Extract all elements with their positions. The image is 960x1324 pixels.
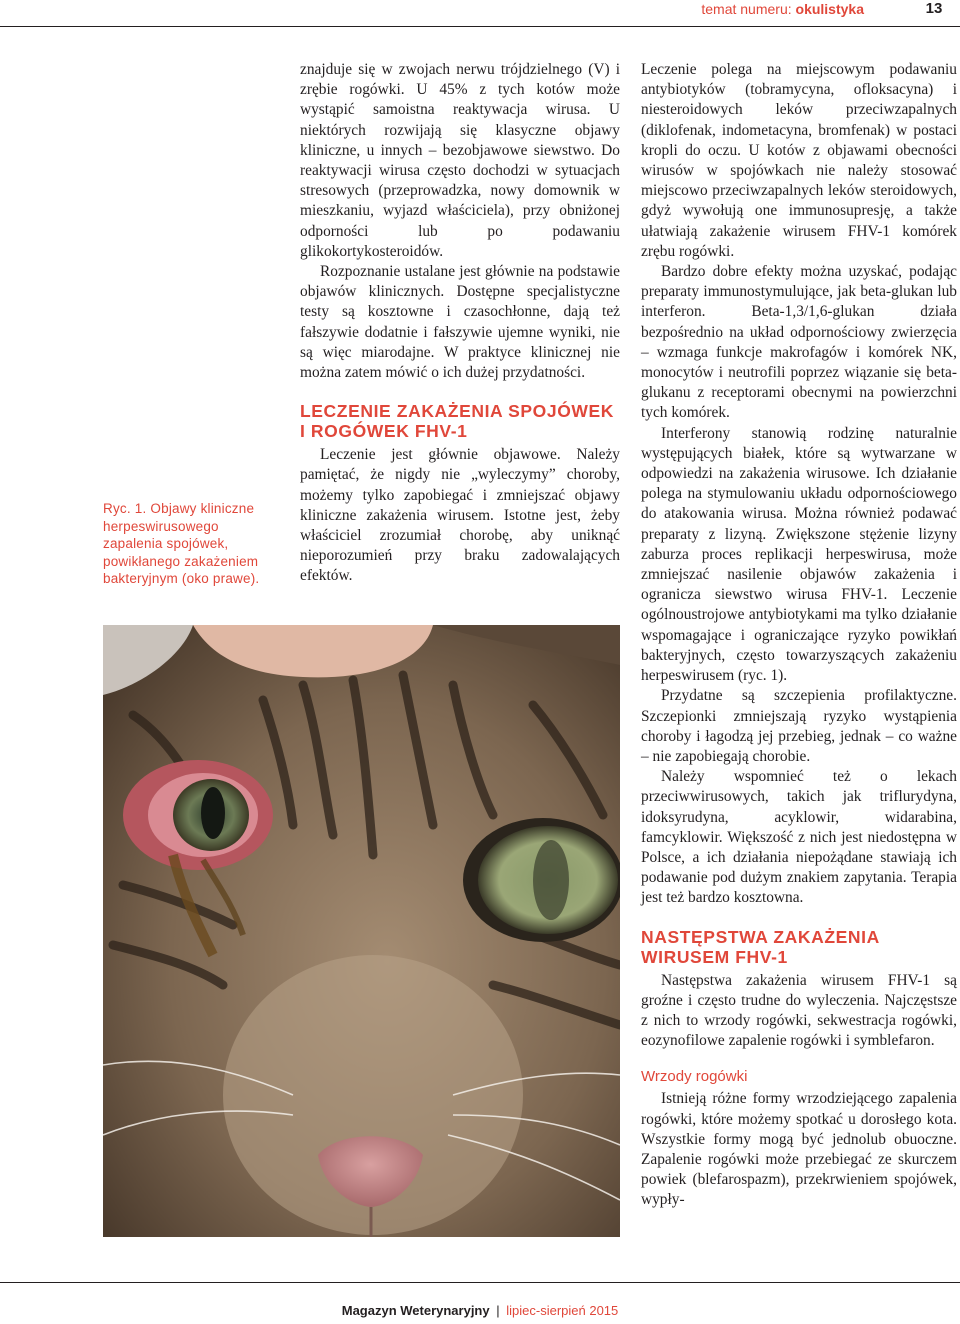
paragraph: Istnieją różne formy wrzodziejącego zapalenia rogówki, które możemy spotkać u dorosłego kota. Wszystkie formy mogą być jednolub obuoczne. Zapalenie rogówki może przebiegać ze skurczem powiek (blefarospazm), przekrwieniem spojówek, wypły- [641,1090,957,1209]
footer-magazine: Magazyn Weterynaryjny [341,1303,490,1318]
footer-separator: | [496,1303,500,1318]
footer-issue: lipiec-sierpień 2015 [506,1303,619,1318]
header-divider [0,26,960,27]
subheading-corneal-ulcers: Wrzody rogówki [641,1068,748,1086]
paragraph: Przydatne są szczepienia profilaktyczne. Szczepionki zmniejszają ryzyko wystąpienia choroby i łagodzą jej przebieg, jednak – co ważne – nie zapobiegają chorobie. [641,687,957,765]
paragraph: Interferony stanowią rodzinę naturalnie występujących białek, które są wytwarzane w odpowiedzi na zakażenia wirusowe. Ich działanie polega na stymulowaniu układu odpornościowego do atakowania wirusa. Można również podawać preparaty z lizyną. Zwiększone stężenie lizyny zaburza proces replikacji herpeswirusa, może zmniejszać nasilenie objawów zakażenia i ogranicza siewstwo wirusa FHV-1. Leczenie ogólnoustrojowe antybiotykami ma tylko działanie wspomagające i ograniczające ryzyko powikłań bakteryjnych, często towarzyszących zakażeniu herpeswirusem (ryc. 1). [641,424,957,685]
figure-caption-label: Ryc. 1. [103,501,147,516]
text-column-right [641,60,957,1211]
cat-eye-photo [103,625,620,1237]
paragraph: Leczenie jest głównie objawowe. Należy pamiętać, że nigdy nie „wyleczymy” choroby, możemy tylko zapobiegać i zmniejszać objawy kliniczne zakażenia wirusem. Istotne jest, żeby właściciel zrozumiał chorobę, aby uniknąć nieporozumień przy braku zadowalających efektów. [300,446,620,585]
text-column-left [300,60,620,587]
section-heading-treatment: LECZENIE ZAKAŻENIA SPOJÓWEK I ROGÓWEK FHV-1 [300,401,615,442]
paragraph: znajduje się w zwojach nerwu trójdzielnego (V) i zrębie rogówki. U 45% z tych kotów może wystąpić samoistna reaktywacja wirusa. U niektórych rozwijają się klasyczne objawy kliniczne, u innych – bezobjawowe siewstwo. Do reaktywacji wirusa często dochodzi w sytuacjach stresowych (przeprowadzka, nowy domownik w mieszkaniu, wyjazd właściciela), przy obniżonej odporności lub po podawaniu glikokortykosteroidów. [300,61,620,260]
page-number: 13 [925,0,943,17]
header-topic: okulistyka [795,1,864,17]
figure-caption [103,500,275,588]
section-heading-consequences: NASTĘPSTWA ZAKAŻENIA WIRUSEM FHV-1 [641,926,880,967]
paragraph: Następstwa zakażenia wirusem FHV-1 są groźne i często trudne do wyleczenia. Najczęstsze z nich to wrzody rogówki, sekwestracja rogówki, eozynofilowe zapalenie rogówki i symblefaron. [641,971,957,1050]
paragraph: Rozpoznanie ustalane jest głównie na podstawie objawów klinicznych. Dostępne specjalistyczne testy są kosztowne i czasochłonne, dają też fałszywie dodatnie i fałszywie ujemne wyniki, nie są więc miarodajne. W praktyce klinicznej nie można zatem mówić o ich dużej przydatności. [300,263,620,382]
header-topic-prefix: temat numeru: [701,1,792,17]
paragraph: Należy wspomnieć też o lekach przeciwwirusowych, takich jak triflurydyna, idoksyrudyna, acyklowir, widarabina, famcyklowir. Większość z nich jest niedostępna w Polsce, a ich działania niepożądane stawiają ich podawanie pod dużym znakiem zapytania. Terapia jest też bardzo kosztowna. [641,768,957,907]
cat-photo-illustration [103,625,620,1237]
running-header [701,0,864,18]
page-footer [0,1303,960,1319]
paragraph: Bardzo dobre efekty można uzyskać, podając preparaty immunostymulujące, jak beta-glukan lub interferon. Beta-1,3/1,6-glukan działa bezpośrednio na układ odpornościowy zwierzęcia – wzmaga funkcje makrofagów i komórek NK, monocytów i neutrofili poprzez wiązanie się beta-glukanu z receptorami obecnymi na powierzchni tych komórek. [641,263,957,422]
paragraph: Leczenie polega na miejscowym podawaniu antybiotyków (tobramycyna, ofloksacyna) i niesteroidowych leków przeciwzapalnych (diklofenak, indometacyna, bromfenak) w postaci kropli do oczu. U kotów z objawami obecności wirusów w spojówkach nie należy stosować miejscowo przeciwzapalnych leków steroidowych, gdyż wywołują one immunosupresję, a także ułatwiają zakażenie wirusem FHV-1 komórek zrębu rogówki. [641,61,957,260]
footer-divider [0,1282,960,1283]
figure-caption-text: Objawy kliniczne herpeswirusowego zapalenia spojówek, powikłanego zakażeniem bakteryjnym (oko prawe). [103,501,260,586]
